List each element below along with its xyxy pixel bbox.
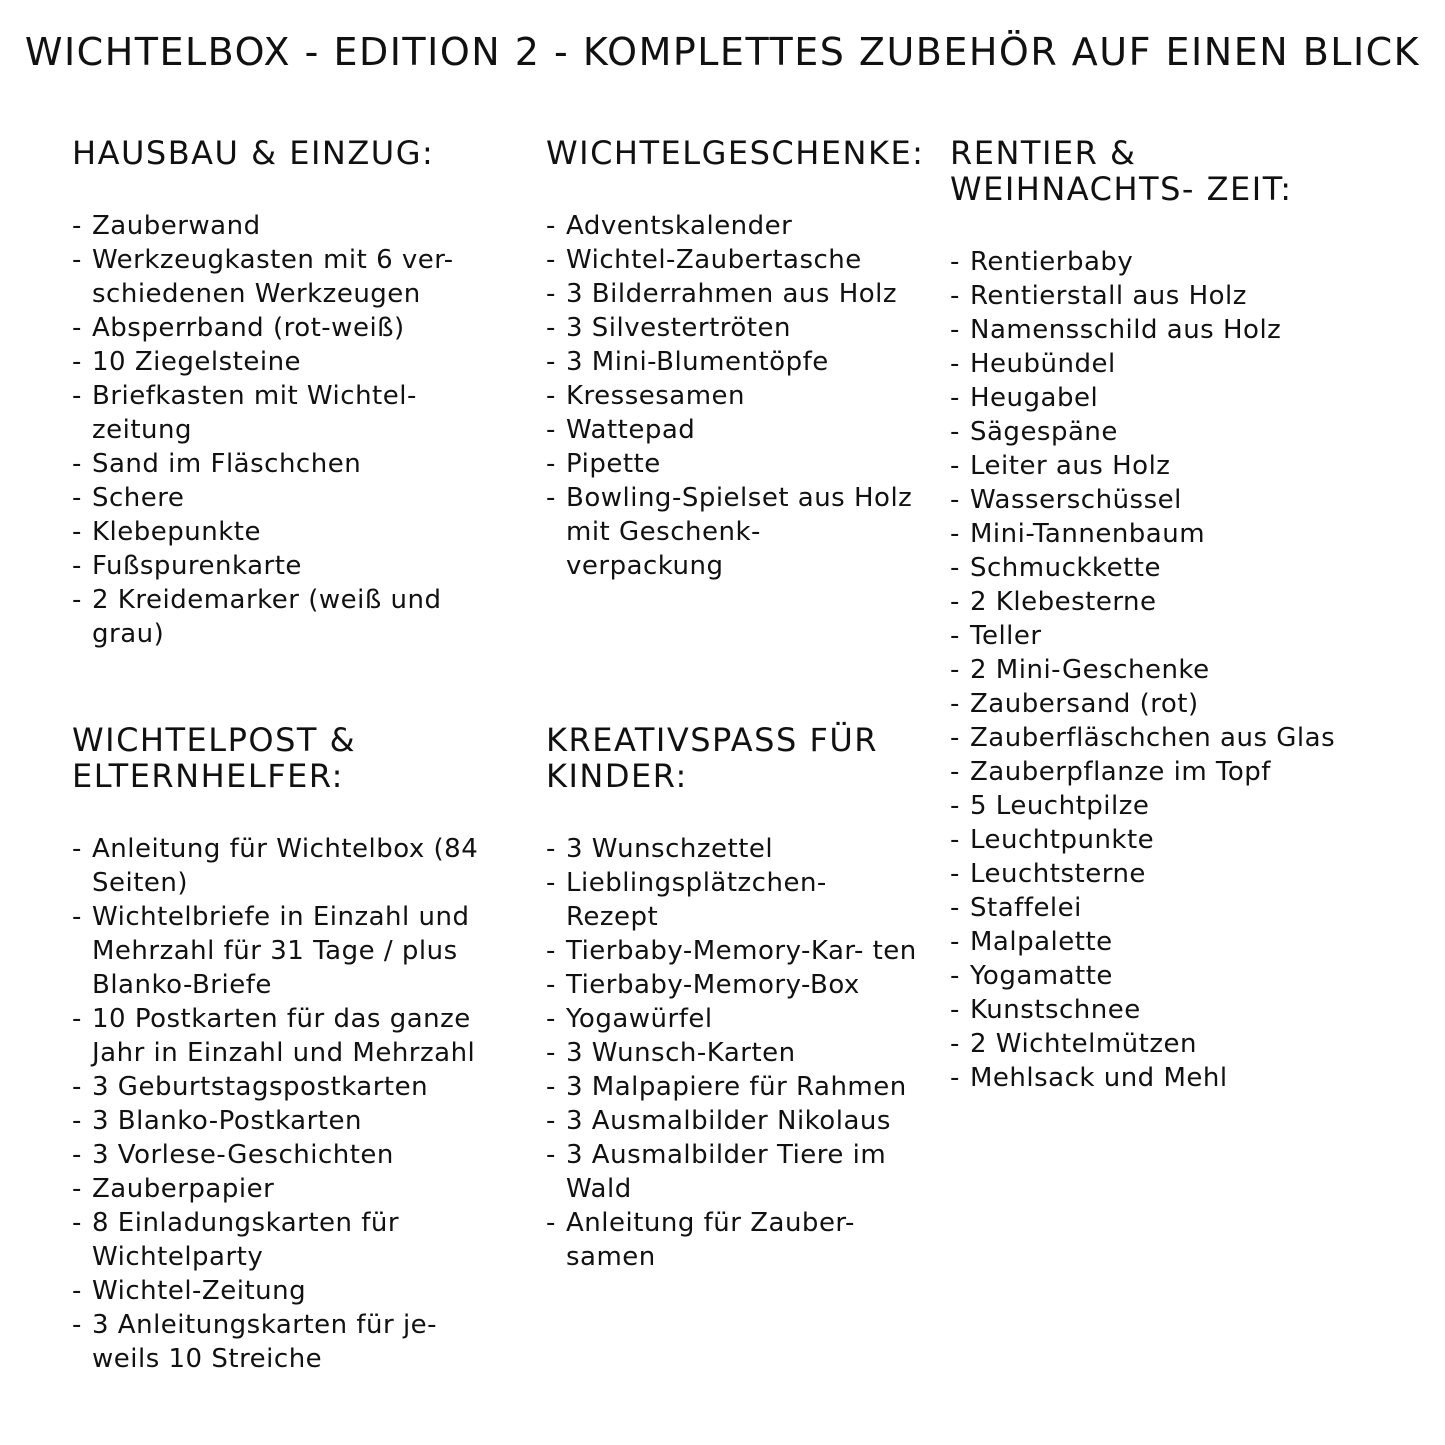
section-wichtelgeschenke [546, 135, 926, 583]
item-list [72, 832, 512, 1376]
list-item: - Zaubersand (rot) [950, 687, 1380, 721]
list-item: - Lieblingsplätzchen- Rezept [546, 866, 926, 934]
list-item: - Heubündel [950, 347, 1380, 381]
item-list [950, 245, 1380, 1095]
list-item: - Mehlsack und Mehl [950, 1061, 1380, 1095]
list-item: - Rentierbaby [950, 245, 1380, 279]
list-item: - Tierbaby-Memory-Kar- ten [546, 934, 926, 968]
list-item: - Wichtel-Zeitung [72, 1274, 512, 1308]
list-item: - 2 Kreidemarker (weiß und grau) [72, 583, 512, 651]
list-item: - Briefkasten mit Wichtel- zeitung [72, 379, 512, 447]
list-item: - Wasserschüssel [950, 483, 1380, 517]
list-item: - 8 Einladungskarten für Wichtelparty [72, 1206, 512, 1274]
section-heading: KREATIVSPASS FÜR KINDER: [546, 721, 879, 795]
list-item: - Zauberwand [72, 209, 512, 243]
list-item: - 3 Vorlese-Geschichten [72, 1138, 512, 1172]
list-item: - Anleitung für Wichtelbox (84 Seiten) [72, 832, 512, 900]
list-item: - 3 Mini-Blumentöpfe [546, 345, 926, 379]
list-item: - 3 Ausmalbilder Nikolaus [546, 1104, 926, 1138]
item-list [546, 832, 926, 1274]
list-item: - 3 Ausmalbilder Tiere im Wald [546, 1138, 926, 1206]
list-item: - 3 Wunschzettel [546, 832, 926, 866]
list-item: - Kressesamen [546, 379, 926, 413]
list-item: - Werkzeugkasten mit 6 ver- schiedenen Werkzeugen [72, 243, 512, 311]
list-item: - 3 Malpapiere für Rahmen [546, 1070, 926, 1104]
list-item: - Zauberpflanze im Topf [950, 755, 1380, 789]
list-item: - Malpalette [950, 925, 1380, 959]
list-item: - Tierbaby-Memory-Box [546, 968, 926, 1002]
list-item: - Zauberfläschchen aus Glas [950, 721, 1380, 755]
list-item: - Wichtel-Zaubertasche [546, 243, 926, 277]
list-item: - 3 Bilderrahmen aus Holz [546, 277, 926, 311]
list-item: - Sand im Fläschchen [72, 447, 512, 481]
section-heading: WICHTELPOST & ELTERNHELFER: [72, 721, 357, 795]
list-item: - Klebepunkte [72, 515, 512, 549]
list-item: - 10 Postkarten für das ganze Jahr in Einzahl und Mehrzahl [72, 1002, 512, 1070]
list-item: - Schmuckkette [950, 551, 1380, 585]
list-item: - Rentierstall aus Holz [950, 279, 1380, 313]
list-item: - Zauberpapier [72, 1172, 512, 1206]
list-item: - Yogamatte [950, 959, 1380, 993]
list-item: - 2 Mini-Geschenke [950, 653, 1380, 687]
section-hausbau [72, 135, 512, 651]
item-list [72, 209, 512, 651]
page-title: WICHTELBOX - EDITION 2 - KOMPLETTES ZUBEHÖR AUF EINEN BLICK [24, 30, 1421, 74]
list-item: - Wattepad [546, 413, 926, 447]
list-item: - 3 Anleitungskarten für je- weils 10 Streiche [72, 1308, 512, 1376]
list-item: - Sägespäne [950, 415, 1380, 449]
list-item: - 2 Klebesterne [950, 585, 1380, 619]
list-item: - Heugabel [950, 381, 1380, 415]
list-item: - Teller [950, 619, 1380, 653]
list-item: - Fußspurenkarte [72, 549, 512, 583]
list-item: - 3 Silvestertröten [546, 311, 926, 345]
list-item: - Kunstschnee [950, 993, 1380, 1027]
section-wichtelpost [72, 722, 512, 1376]
list-item: - 3 Wunsch-Karten [546, 1036, 926, 1070]
list-item: - Wichtelbriefe in Einzahl und Mehrzahl für 31 Tage / plus Blanko-Briefe [72, 900, 512, 1002]
list-item: - Leiter aus Holz [950, 449, 1380, 483]
list-item: - 3 Geburtstagspostkarten [72, 1070, 512, 1104]
list-item: - 5 Leuchtpilze [950, 789, 1380, 823]
list-item: - Namensschild aus Holz [950, 313, 1380, 347]
list-item: - 2 Wichtelmützen [950, 1027, 1380, 1061]
section-heading: HAUSBAU & EINZUG: [72, 134, 435, 172]
list-item: - 10 Ziegelsteine [72, 345, 512, 379]
list-item: - Adventskalender [546, 209, 926, 243]
list-item: - Mini-Tannenbaum [950, 517, 1380, 551]
list-item: - Pipette [546, 447, 926, 481]
section-kreativspass [546, 722, 926, 1274]
section-heading: WICHTELGESCHENKE: [546, 134, 925, 172]
list-item: - Absperrband (rot-weiß) [72, 311, 512, 345]
list-item: - Schere [72, 481, 512, 515]
section-heading: RENTIER & WEIHNACHTS- ZEIT: [950, 134, 1293, 208]
list-item: - 3 Blanko-Postkarten [72, 1104, 512, 1138]
list-item: - Leuchtsterne [950, 857, 1380, 891]
list-item: - Anleitung für Zauber- samen [546, 1206, 926, 1274]
list-item: - Yogawürfel [546, 1002, 926, 1036]
list-item: - Staffelei [950, 891, 1380, 925]
section-rentier [950, 135, 1380, 1095]
list-item: - Bowling-Spielset aus Holz mit Geschenk- verpackung [546, 481, 926, 583]
list-item: - Leuchtpunkte [950, 823, 1380, 857]
item-list [546, 209, 926, 583]
